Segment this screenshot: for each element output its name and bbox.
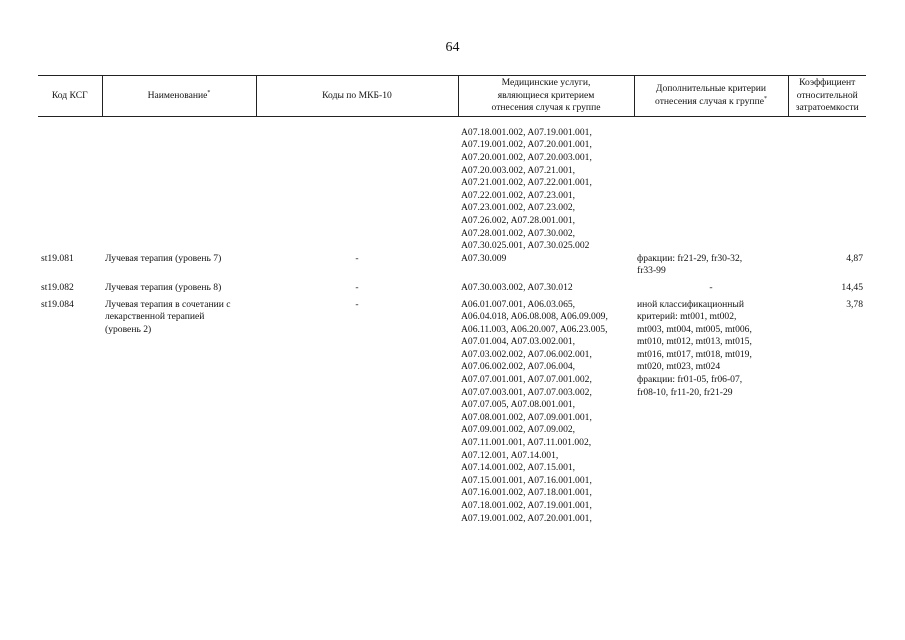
header-services: Медицинские услуги, являющиеся критерием отнесения случая к группе <box>458 76 634 117</box>
cell-line: лекарственной терапией <box>105 311 205 323</box>
cell-line: A07.22.001.002, A07.23.001, <box>461 189 576 201</box>
coefficient: 3,78 <box>846 298 863 310</box>
cell-line: A07.19.001.002, A07.20.001.001, <box>461 512 592 524</box>
mkb-codes: - <box>355 281 359 293</box>
cell-line: критерий: mt001, mt002, <box>637 311 737 323</box>
cell-line: A06.01.007.001, A06.03.065, <box>461 298 576 310</box>
mkb-codes: - <box>355 298 359 310</box>
ksg-table <box>38 75 866 525</box>
cell-line: Лучевая терапия (уровень 8) <box>105 281 222 293</box>
cell-line: A07.18.001.002, A07.19.001.001, <box>461 500 592 511</box>
cell-line: фракции: fr21-29, fr30-32, <box>637 252 743 264</box>
cell-line: A07.20.003.002, A07.21.001, <box>461 164 576 176</box>
coefficient: 14,45 <box>841 281 863 293</box>
cell-line: (уровень 2) <box>105 323 152 335</box>
header-mkb: Коды по МКБ-10 <box>256 76 458 117</box>
cell-line: A07.14.001.002, A07.15.001, <box>461 462 576 474</box>
cell-line: A07.12.001, A07.14.001, <box>461 449 559 461</box>
cell-line: A07.01.004, A07.03.002.001, <box>461 336 576 348</box>
cell-line: A07.16.001.002, A07.18.001.001, <box>461 487 592 499</box>
services-cell <box>458 253 634 278</box>
cell-line: - <box>709 281 713 293</box>
cell-line: A07.21.001.002, A07.22.001.001, <box>461 177 592 189</box>
footnote-mark: * <box>763 95 767 102</box>
services-cell <box>458 282 634 295</box>
cell-line: A07.03.002.002, A07.06.002.001, <box>461 348 592 360</box>
cell-line: A07.30.009 <box>461 252 507 264</box>
cell-line: mt003, mt004, mt005, mt006, <box>637 323 752 335</box>
cell-line: A07.07.003.001, A07.07.003.002, <box>461 386 592 398</box>
cell-line: A07.20.001.002, A07.20.003.001, <box>461 151 592 163</box>
cell-line: A07.15.001.001, A07.16.001.001, <box>461 474 592 486</box>
cell-line: A07.11.001.001, A07.11.001.002, <box>461 437 592 449</box>
cell-line: A07.23.001.002, A07.23.002, <box>461 202 576 214</box>
ksg-name <box>102 282 256 295</box>
cell-line: A07.28.001.002, A07.30.002, <box>461 227 576 239</box>
cell-line: A07.18.001.002, A07.19.001.001, <box>461 126 592 138</box>
header-coef: Коэффициент относительной затратоемкости <box>788 76 866 117</box>
cell-line: mt010, mt012, mt013, mt015, <box>637 336 752 348</box>
ksg-name <box>102 253 256 278</box>
cell-line: A07.06.002.002, A07.06.004, <box>461 361 576 373</box>
table-row <box>38 299 866 526</box>
cell-line: mt016, mt017, mt018, mt019, <box>637 348 752 360</box>
criteria-cell <box>634 299 788 526</box>
cell-line: A07.09.001.002, A07.09.002, <box>461 424 576 436</box>
services-cell <box>458 299 634 526</box>
cell-line: A07.08.001.002, A07.09.001.001, <box>461 411 592 423</box>
cell-line: mt020, mt023, mt024 <box>637 361 721 373</box>
cell-line: A07.07.001.001, A07.07.001.002, <box>461 374 592 386</box>
cell-line: фракции: fr01-05, fr06-07, <box>637 374 743 386</box>
cell-line: иной классификационный <box>637 298 744 310</box>
cell-line: A07.30.003.002, A07.30.012 <box>461 281 573 293</box>
ksg-code: st19.081 <box>41 252 74 264</box>
cell-line: fr33-99 <box>637 265 666 277</box>
footnote-mark: * <box>207 89 211 96</box>
cell-line: Лучевая терапия (уровень 7) <box>105 252 222 264</box>
cell-line: A07.30.025.001, A07.30.025.002 <box>461 240 590 252</box>
coefficient: 4,87 <box>846 252 863 264</box>
header-name: Наименование* <box>102 76 256 117</box>
page-number: 64 <box>445 40 460 55</box>
table-header-row <box>38 76 866 117</box>
criteria-cell <box>634 253 788 278</box>
table-row <box>38 282 866 295</box>
table-row-continuation <box>38 127 866 253</box>
cell-line: A07.07.005, A07.08.001.001, <box>461 399 576 411</box>
cell-line: A07.19.001.002, A07.20.001.001, <box>461 139 592 151</box>
header-criteria: Дополнительные критерии отнесения случая к группе* <box>634 76 788 117</box>
cell-line: fr08-10, fr11-20, fr21-29 <box>637 386 733 398</box>
services-cell <box>458 127 634 253</box>
cell-line: A06.11.003, A06.20.007, A06.23.005, <box>461 323 608 335</box>
cell-line: Лучевая терапия в сочетании с <box>105 298 231 310</box>
ksg-code: st19.082 <box>41 281 74 293</box>
table-row <box>38 253 866 278</box>
ksg-code: st19.084 <box>41 298 74 310</box>
ksg-name <box>102 299 256 526</box>
cell-line: A07.26.002, A07.28.001.001, <box>461 214 576 226</box>
header-code: Код КСГ <box>38 76 102 117</box>
mkb-codes: - <box>355 252 359 264</box>
criteria-cell <box>634 282 788 295</box>
cell-line: A06.04.018, A06.08.008, A06.09.009, <box>461 311 608 323</box>
